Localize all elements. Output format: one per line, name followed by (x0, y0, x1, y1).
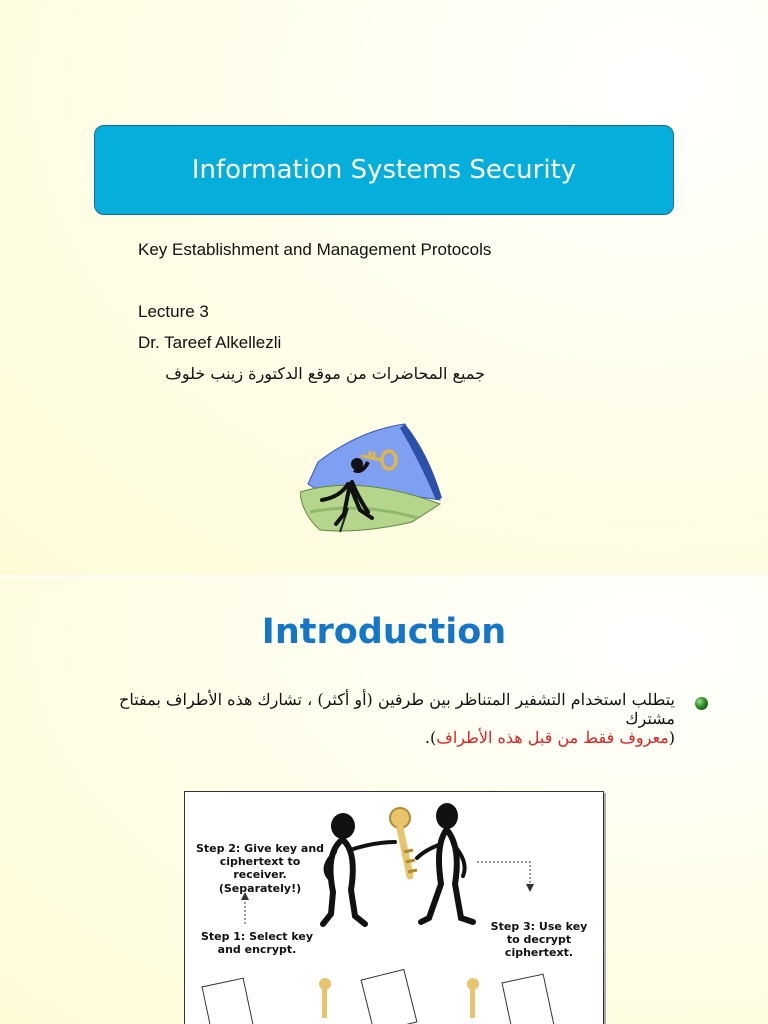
figure-drawing (185, 792, 603, 1024)
arabic-note: جميع المحاضرات من موقع الدكتورة زينب خلوف (165, 364, 485, 383)
bullet-paren-close: ). (424, 728, 437, 747)
plaintext-document-icon (202, 978, 254, 1024)
bullet-icon (695, 697, 708, 710)
author-name: Dr. Tareef Alkellezli (138, 333, 282, 352)
bullet-line-2 (75, 728, 675, 747)
bullet-line-1: يتطلب استخدام التشفير المتناظر بين طرفين (أو أكثر) ، تشارك هذه الأطراف بمفتاح مشترك (119, 690, 675, 729)
bullet-paren-open: ( (668, 728, 675, 747)
title-box (94, 125, 674, 215)
step2-label: Step 2: Give key and ciphertext to receiver. (Separately!) (195, 842, 325, 895)
intro-title: Introduction (261, 612, 507, 652)
decrypted-document-icon (502, 974, 554, 1024)
key-icon-2 (467, 978, 479, 1018)
sender-figure-icon (323, 813, 395, 924)
bullet-red-text: معروف فقط من قبل هذه الأطراف (436, 728, 669, 747)
slide-introduction (0, 577, 768, 1024)
lecture-number: Lecture 3 (138, 302, 209, 321)
step1-label: Step 1: Select key and encrypt. (200, 930, 314, 957)
symmetric-key-figure (184, 791, 604, 1024)
subtitle: Key Establishment and Management Protocols (138, 240, 492, 259)
key-icon (319, 978, 331, 1018)
receiver-figure-icon (417, 803, 473, 922)
person-with-key-clipart (300, 422, 445, 534)
slide-title-text: Information Systems Security (191, 155, 577, 185)
step3-label: Step 3: Use key to decrypt ciphertext. (490, 920, 588, 960)
ciphertext-document-icon (361, 969, 417, 1024)
